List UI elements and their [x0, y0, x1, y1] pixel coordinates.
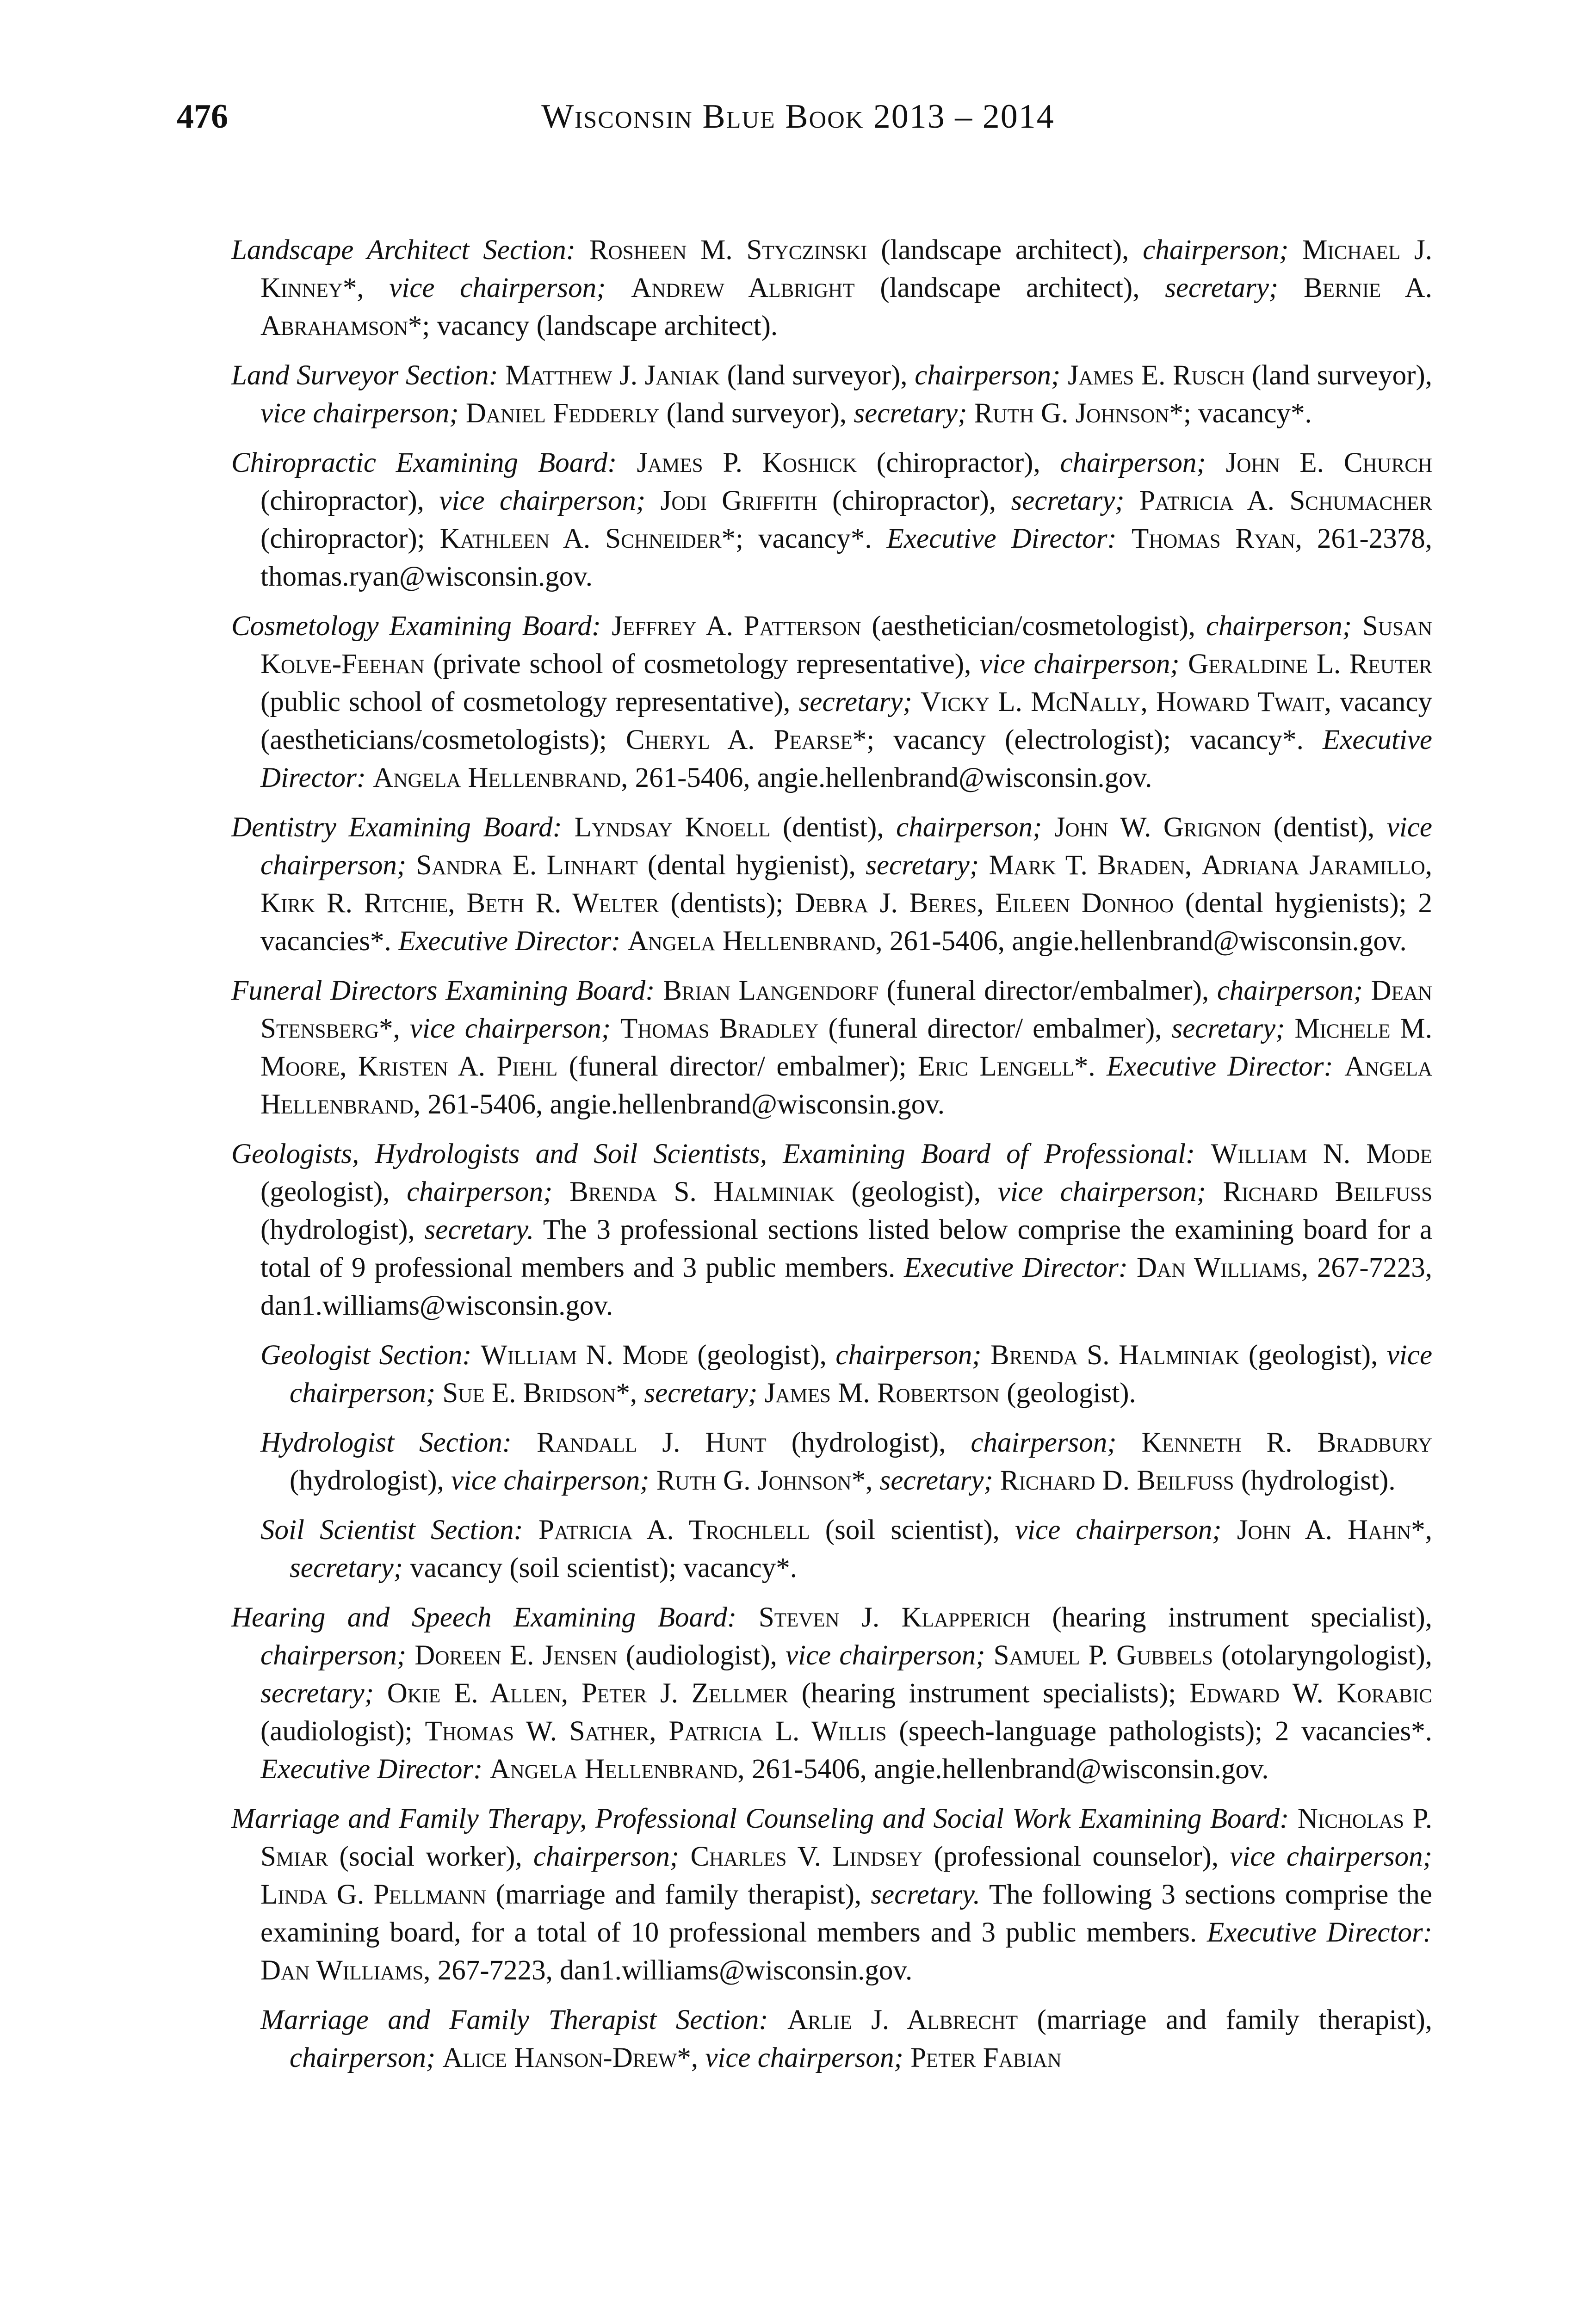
entry-text: [523, 1515, 538, 1546]
running-head: Wisconsin Blue Book 2013 – 2014: [541, 98, 1055, 136]
entry-text: [611, 1013, 620, 1044]
entry-label: vice chairperson;: [439, 485, 646, 516]
entry-label: secretary;: [1011, 485, 1125, 516]
member-name: Susan Kolve-Feehan: [260, 611, 1433, 680]
member-name: Angela Hellenbrand: [260, 1051, 1433, 1120]
member-name: Ruth G. Johnson: [656, 1465, 852, 1496]
board-entry: [231, 357, 1432, 433]
entry-text: (land surveyor),: [719, 360, 915, 391]
entry-text: [1117, 523, 1132, 554]
entry-text: (dental hygienist),: [637, 850, 866, 881]
entry-text: [967, 398, 974, 429]
member-name: Kristen A. Piehl: [358, 1051, 558, 1082]
entry-label: secretary;: [854, 398, 967, 429]
member-name: Charles V. Lindsey: [690, 1841, 923, 1872]
member-name: Eric Lengell: [918, 1051, 1074, 1082]
entry-text: (chiropractor),: [260, 485, 439, 516]
entry-label: vice chairperson;: [260, 812, 1432, 881]
entry-label: Executive Director:: [886, 523, 1117, 554]
entry-text: [768, 2004, 787, 2035]
member-name: Kirk R. Ritchie: [260, 888, 448, 919]
entry-text: (hydrologist),: [290, 1465, 452, 1496]
entry-text: [459, 398, 466, 429]
entry-text: (professional counselor),: [922, 1841, 1230, 1872]
entry-text: (landscape architect),: [854, 272, 1165, 303]
member-name: Beth R. Welter: [466, 888, 659, 919]
entry-label: chairperson;: [1206, 611, 1352, 642]
entry-text: [736, 1602, 759, 1633]
member-name: Rosheen M. Styczinski: [589, 235, 867, 266]
entry-text: [1180, 649, 1188, 680]
entry-label: Executive Director:: [260, 724, 1432, 793]
entry-label: chairperson;: [896, 812, 1042, 843]
entry-label: vice chairperson;: [979, 649, 1180, 680]
entry-label: secretary.: [871, 1879, 980, 1910]
entry-text: [1060, 360, 1068, 391]
entry-text: [650, 1465, 656, 1496]
entry-label: Hydrologist Section:: [260, 1427, 512, 1458]
entry-label: chairperson;: [915, 360, 1061, 391]
entry-text: (dental hygienists); 2 vacancies*.: [260, 888, 1432, 957]
entry-text: The following 3 sections comprise the examining board, for a total of 10 professional members and 3 public members.: [260, 1879, 1432, 1948]
member-name: Jodi Griffith: [660, 485, 817, 516]
member-name: Howard Twait: [1156, 686, 1324, 717]
entry-text: *; vacancy (landscape architect).: [408, 310, 778, 341]
member-name: Sandra E. Linhart: [416, 850, 638, 881]
entry-label: vice chairperson;: [786, 1640, 985, 1671]
board-entry: [231, 1800, 1432, 1990]
member-name: Bernie A. Abrahamson: [260, 272, 1432, 341]
entry-text: [575, 235, 589, 266]
entry-text: [993, 1465, 1000, 1496]
board-entry: [231, 1599, 1432, 1788]
entry-text: (land surveyor),: [1244, 360, 1432, 391]
entry-text: (social worker),: [328, 1841, 534, 1872]
entry-label: vice chairperson;: [389, 272, 606, 303]
entry-label: Executive Director:: [904, 1252, 1128, 1283]
member-name: Kenneth R. Bradbury: [1141, 1427, 1433, 1458]
member-name: Patricia A. Schumacher: [1139, 485, 1433, 516]
entry-text: (soil scientist),: [810, 1515, 1015, 1546]
board-entry: [231, 809, 1432, 960]
entry-label: vice chairperson;: [1230, 1841, 1432, 1872]
member-name: Sue E. Bridson: [442, 1378, 616, 1409]
entry-label: chairperson;: [407, 1176, 553, 1207]
entry-label: Executive Director:: [260, 1754, 483, 1785]
member-name: Thomas Ryan: [1131, 523, 1295, 554]
member-name: Thomas Bradley: [620, 1013, 819, 1044]
member-name: Patricia L. Willis: [668, 1716, 887, 1747]
entry-label: Landscape Architect Section:: [231, 235, 576, 266]
member-name: Steven J. Klapperich: [758, 1602, 1030, 1633]
member-name: Angela Hellenbrand: [373, 762, 621, 793]
entry-text: [562, 812, 575, 843]
member-name: Linda G. Pellmann: [260, 1879, 487, 1910]
entry-text: [1195, 1138, 1211, 1169]
entry-text: [552, 1176, 569, 1207]
member-name: John A. Hahn: [1237, 1515, 1411, 1546]
entry-text: [679, 1841, 690, 1872]
entry-text: (funeral director/ embalmer),: [818, 1013, 1172, 1044]
entry-text: (funeral director/embalmer),: [878, 975, 1217, 1006]
member-name: Randall J. Hunt: [536, 1427, 767, 1458]
entry-label: vice chairperson;: [997, 1176, 1206, 1207]
entry-label: secretary;: [798, 686, 912, 717]
member-name: James M. Robertson: [764, 1378, 1000, 1409]
entry-text: [1206, 1176, 1223, 1207]
entry-text: ,: [448, 888, 467, 919]
entry-text: , 261-2378, thomas.ryan@wisconsin.gov.: [260, 523, 1433, 592]
entry-label: Executive Director:: [1206, 1917, 1433, 1948]
entry-text: (chiropractor),: [817, 485, 1011, 516]
entry-text: [620, 926, 627, 957]
member-name: Ruth G. Johnson: [974, 398, 1169, 429]
entry-text: [435, 1378, 442, 1409]
entry-text: [982, 1340, 990, 1371]
member-name: Alice Hanson-Drew: [442, 2042, 677, 2073]
entry-text: [601, 611, 612, 642]
entry-text: (chiropractor);: [260, 523, 440, 554]
entry-label: vice chairperson;: [290, 1340, 1433, 1409]
entry-label: chairperson;: [260, 1640, 407, 1671]
entry-text: *,: [342, 272, 390, 303]
entry-text: (otolaryngologist),: [1213, 1640, 1433, 1671]
entry-text: [1363, 975, 1371, 1006]
entry-text: (land surveyor),: [659, 398, 854, 429]
member-name: James P. Koshick: [637, 447, 857, 478]
entry-text: ,: [649, 1716, 669, 1747]
entry-label: Chiropractic Examining Board:: [231, 447, 617, 478]
member-name: Adriana Jaramillo: [1201, 850, 1425, 881]
entry-label: Hearing and Speech Examining Board:: [231, 1602, 737, 1633]
entry-text: (audiologist),: [617, 1640, 786, 1671]
entry-text: [1285, 1013, 1295, 1044]
member-name: Thomas W. Sather: [425, 1716, 650, 1747]
member-name: Brenda S. Halminiak: [990, 1340, 1240, 1371]
entry-text: ,: [1184, 850, 1202, 881]
entry-label: secretary;: [644, 1378, 758, 1409]
section-entry: [260, 2001, 1432, 2077]
entry-label: Executive Director:: [1107, 1051, 1333, 1082]
entry-text: ,: [977, 888, 996, 919]
entry-text: (hydrologist),: [766, 1427, 971, 1458]
entry-text: (aesthetician/cosmetologist),: [861, 611, 1206, 642]
page-number: 476: [177, 98, 228, 136]
member-name: Lyndsay Knoell: [574, 812, 771, 843]
member-name: Dean Stensberg: [260, 975, 1432, 1044]
entry-label: chairperson;: [971, 1427, 1117, 1458]
member-name: Daniel Fedderly: [465, 398, 660, 429]
member-name: Matthew J. Janiak: [505, 360, 720, 391]
member-name: Jeffrey A. Patterson: [612, 611, 861, 642]
member-name: Eileen Donhoo: [995, 888, 1174, 919]
member-name: Okie E. Allen: [387, 1678, 561, 1709]
entry-text: vacancy (soil scientist); vacancy*.: [403, 1552, 797, 1583]
board-entry: [231, 444, 1432, 596]
section-entry: [260, 1336, 1432, 1412]
entry-text: (private school of cosmetology representative),: [424, 649, 980, 680]
entry-text: ,: [1425, 850, 1433, 881]
member-name: Michael J. Kinney: [260, 235, 1433, 303]
entry-text: (geologist),: [834, 1176, 998, 1207]
entry-label: Marriage and Family Therapist Section:: [260, 2004, 768, 2035]
entry-text: (hydrologist).: [1234, 1465, 1396, 1496]
entry-label: secretary;: [1171, 1013, 1285, 1044]
entry-text: (dentist),: [770, 812, 897, 843]
entry-label: vice chairperson;: [1015, 1515, 1222, 1546]
entry-text: [1128, 1252, 1137, 1283]
entry-text: *,: [616, 1378, 644, 1409]
entry-text: [1206, 447, 1226, 478]
entry-label: chairperson;: [1217, 975, 1363, 1006]
entry-text: (dentist),: [1261, 812, 1387, 843]
entry-label: secretary;: [290, 1552, 403, 1583]
entry-label: secretary;: [879, 1465, 993, 1496]
entry-label: Funeral Directors Examining Board:: [231, 975, 655, 1006]
board-entry: [231, 607, 1432, 797]
entry-text: (public school of cosmetology representative),: [260, 686, 799, 717]
entry-text: [1333, 1051, 1344, 1082]
entry-label: vice chairperson;: [451, 1465, 650, 1496]
entry-text: , 261-5406, angie.hellenbrand@wisconsin.gov.: [413, 1089, 945, 1120]
entry-text: [1289, 1803, 1297, 1834]
entry-text: [617, 447, 637, 478]
member-name: Dan Williams: [260, 1955, 424, 1986]
entry-text: [1042, 812, 1054, 843]
entry-text: [406, 850, 416, 881]
entry-text: *,: [1411, 1515, 1432, 1546]
entry-text: *; vacancy*.: [1169, 398, 1312, 429]
member-name: Brian Langendorf: [663, 975, 879, 1006]
entry-text: [435, 2042, 442, 2073]
entry-text: [655, 975, 663, 1006]
entry-text: (hearing instrument specialist),: [1030, 1602, 1432, 1633]
entry-text: [406, 1640, 414, 1671]
entry-text: [985, 1640, 994, 1671]
member-name: Angela Hellenbrand: [627, 926, 876, 957]
entry-label: vice chairperson;: [409, 1013, 611, 1044]
entry-text: [1117, 1427, 1142, 1458]
entry-text: [366, 762, 373, 793]
entry-label: chairperson;: [1143, 235, 1289, 266]
section-entry: [260, 1511, 1432, 1587]
entry-text: (geologist).: [999, 1378, 1136, 1409]
entry-label: secretary.: [424, 1214, 534, 1245]
entry-label: secretary;: [866, 850, 979, 881]
entry-text: (geologist),: [1239, 1340, 1387, 1371]
entry-text: (geologist),: [688, 1340, 836, 1371]
entry-text: [912, 686, 921, 717]
member-name: Cheryl A. Pearse: [625, 724, 853, 755]
member-name: Richard D. Beilfuss: [1000, 1465, 1234, 1496]
entry-text: (landscape architect),: [867, 235, 1143, 266]
board-entry: [231, 1135, 1432, 1325]
entry-text: [903, 2042, 910, 2073]
member-name: Mark T. Braden: [989, 850, 1185, 881]
entry-label: chairperson;: [533, 1841, 680, 1872]
entry-text: , 261-5406, angie.hellenbrand@wisconsin.gov.: [737, 1754, 1269, 1785]
member-name: Arlie J. Albrecht: [787, 2004, 1018, 2035]
entry-text: [1222, 1515, 1237, 1546]
member-name: Dan Williams: [1136, 1252, 1301, 1283]
member-name: John E. Church: [1225, 447, 1433, 478]
member-name: Doreen E. Jensen: [414, 1640, 618, 1671]
entry-text: *; vacancy*.: [721, 523, 887, 554]
member-name: Kathleen A. Schneider: [439, 523, 722, 554]
member-name: Vicky L. McNally: [920, 686, 1141, 717]
entry-label: Executive Director:: [398, 926, 621, 957]
entry-text: [483, 1754, 489, 1785]
entry-label: Geologists, Hydrologists and Soil Scientists, Examining Board of Professional:: [231, 1138, 1195, 1169]
entry-label: Land Surveyor Section:: [231, 360, 498, 391]
entry-label: Cosmetology Examining Board:: [231, 611, 601, 642]
entry-text: *; vacancy (electrologist); vacancy*.: [852, 724, 1323, 755]
entry-text: (hearing instrument specialists);: [788, 1678, 1189, 1709]
entry-text: , 267-7223, dan1.williams@wisconsin.gov.: [260, 1252, 1432, 1321]
entry-label: vice chairperson;: [705, 2042, 903, 2073]
entry-label: Geologist Section:: [260, 1340, 472, 1371]
entry-text: *,: [379, 1013, 410, 1044]
entry-text: (marriage and family therapist),: [486, 1879, 871, 1910]
member-name: Angela Hellenbrand: [489, 1754, 738, 1785]
entry-text: (funeral director/ embalmer);: [557, 1051, 918, 1082]
entry-text: (chiropractor),: [856, 447, 1060, 478]
board-entry: [231, 231, 1432, 345]
entry-label: chairperson;: [290, 2042, 436, 2073]
entry-text: (geologist),: [260, 1176, 407, 1207]
entry-text: *,: [677, 2042, 705, 2073]
entry-text: [979, 850, 989, 881]
member-name: James E. Rusch: [1067, 360, 1245, 391]
entry-label: secretary;: [260, 1678, 374, 1709]
member-name: Brenda S. Halminiak: [569, 1176, 835, 1207]
entry-text: *.: [1074, 1051, 1107, 1082]
member-name: Peter Fabian: [910, 2042, 1062, 2073]
entry-text: (marriage and family therapist),: [1018, 2004, 1433, 2035]
entry-text: (speech-language pathologists); 2 vacancies*.: [886, 1716, 1433, 1747]
entry-text: [498, 360, 506, 391]
entry-label: chairperson;: [835, 1340, 982, 1371]
entry-text: , 267-7223, dan1.williams@wisconsin.gov.: [423, 1955, 913, 1986]
member-name: Richard Beilfuss: [1223, 1176, 1433, 1207]
member-name: Debra J. Beres: [795, 888, 977, 919]
entry-text: ,: [1140, 686, 1157, 717]
member-name: William N. Mode: [481, 1340, 688, 1371]
entry-text: [1288, 235, 1302, 266]
member-name: Peter J. Zellmer: [581, 1678, 788, 1709]
member-name: Andrew Albright: [631, 272, 855, 303]
entry-text: [374, 1678, 387, 1709]
section-entry: [260, 1424, 1432, 1500]
entry-label: Dentistry Examining Board:: [231, 812, 562, 843]
entry-text: ,: [561, 1678, 581, 1709]
entry-text: [1125, 485, 1139, 516]
member-name: Nicholas P. Smiar: [260, 1803, 1433, 1872]
entry-text: , 261-5406, angie.hellenbrand@wisconsin.gov.: [621, 762, 1152, 793]
entry-text: [472, 1340, 481, 1371]
entry-text: (audiologist);: [260, 1716, 425, 1747]
entry-text: [512, 1427, 537, 1458]
entry-label: Marriage and Family Therapy, Professional Counseling and Social Work Examining Board:: [231, 1803, 1289, 1834]
entry-text: [606, 272, 631, 303]
member-name: Edward W. Korabic: [1189, 1678, 1432, 1709]
entry-text: [645, 485, 660, 516]
entry-text: ,: [340, 1051, 359, 1082]
entry-text: (dentists);: [659, 888, 795, 919]
entry-text: [1352, 611, 1362, 642]
entry-label: vice chairperson;: [260, 398, 459, 429]
entry-text: , vacancy (aestheticians/cosmetologists);: [260, 686, 1432, 755]
member-name: Samuel P. Gubbels: [993, 1640, 1213, 1671]
entry-text: [757, 1378, 764, 1409]
entry-text: *,: [851, 1465, 880, 1496]
entry-text: , 261-5406, angie.hellenbrand@wisconsin.gov.: [875, 926, 1407, 957]
entry-text: (hydrologist),: [260, 1214, 425, 1245]
member-name: Michele M. Moore: [260, 1013, 1432, 1082]
board-entry: [231, 972, 1432, 1124]
entry-label: chairperson;: [1060, 447, 1206, 478]
member-name: William N. Mode: [1211, 1138, 1432, 1169]
entry-text: The 3 professional sections listed below comprise the examining board for a total of 9 professional members and 3 public members.: [260, 1214, 1432, 1283]
entry-text: [1278, 272, 1304, 303]
member-name: Geraldine L. Reuter: [1188, 649, 1432, 680]
document-body: [231, 231, 1432, 2089]
entry-label: Soil Scientist Section:: [260, 1515, 523, 1546]
member-name: John W. Grignon: [1054, 812, 1262, 843]
member-name: Patricia A. Trochlell: [538, 1515, 810, 1546]
entry-label: secretary;: [1165, 272, 1279, 303]
